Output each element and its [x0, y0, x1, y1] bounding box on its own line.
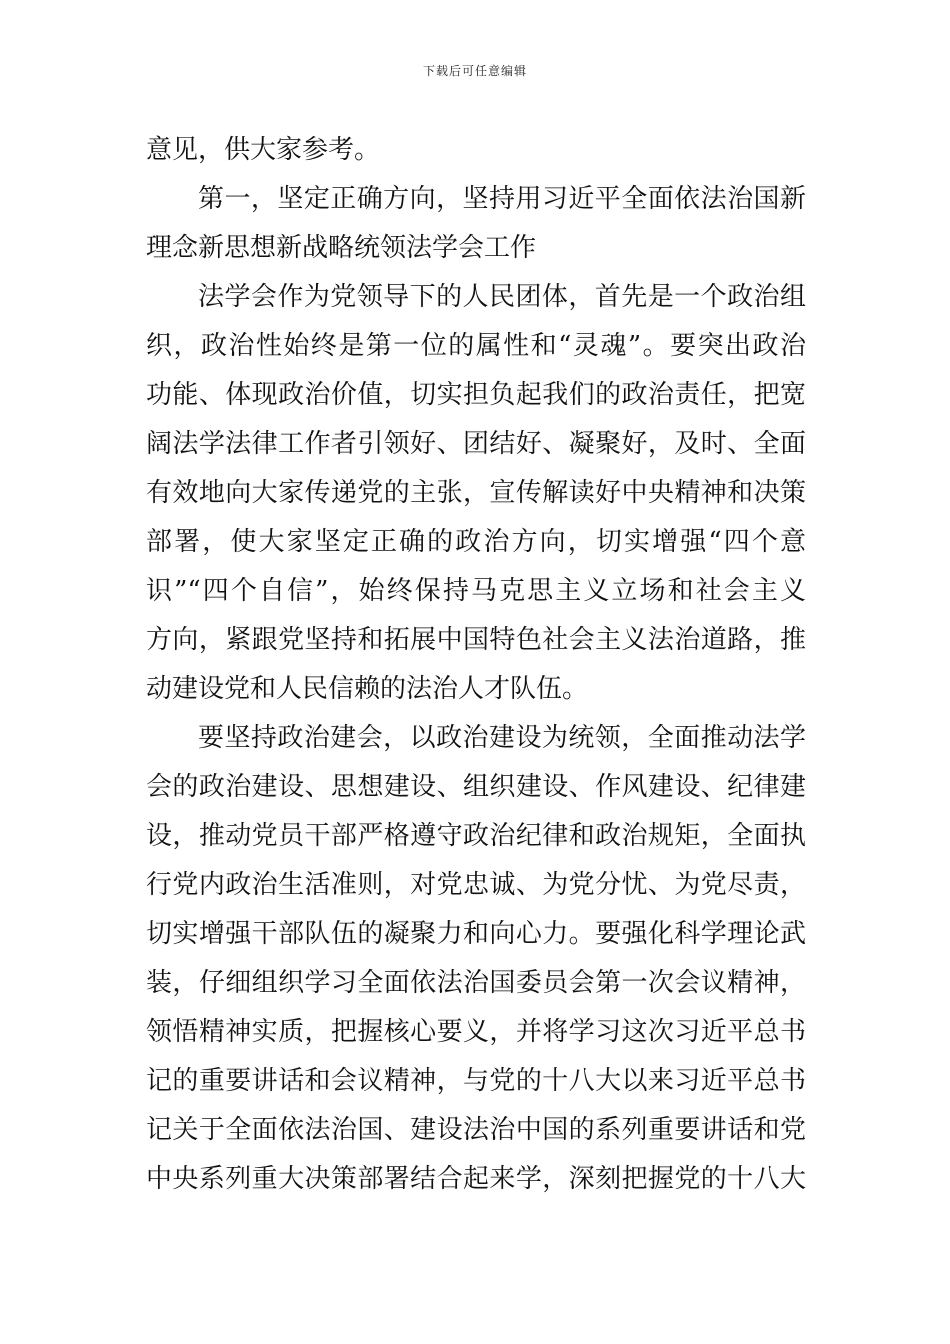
text-line: 记关于全面依法治国、建设法治中国的系列重要讲话和党 [146, 1115, 806, 1145]
text-line: 有效地向大家传递党的主张，宣传解读好中央精神和决策 [146, 478, 806, 508]
document-body [146, 126, 806, 1204]
text-line: 会的政治建设、思想建设、组织建设、作风建设、纪律建 [146, 772, 806, 802]
text-line: 方向，紧跟党坚持和拓展中国特色社会主义法治道路，推 [146, 625, 806, 655]
text-line: 部署，使大家坚定正确的政治方向，切实增强“四个意 [146, 527, 806, 557]
text-line: 装，仔细组织学习全面依法治国委员会第一次会议精神， [146, 968, 806, 998]
paragraph-first-line: 要坚持政治建会，以政治建设为统领，全面推动法学 [198, 723, 806, 753]
page-header-note: 下载后可任意编辑 [422, 64, 527, 78]
text-line: 中央系列重大决策部署结合起来学，深刻把握党的十八大 [146, 1164, 806, 1194]
text-line: 阔法学法律工作者引领好、团结好、凝聚好，及时、全面 [146, 429, 806, 459]
text-line: 切实增强干部队伍的凝聚力和向心力。要强化科学理论武 [146, 919, 806, 949]
text-line: 行党内政治生活准则，对党忠诚、为党分忧、为党尽责， [146, 870, 806, 900]
text-line: 功能、体现政治价值，切实担负起我们的政治责任，把宽 [146, 380, 806, 410]
paragraph-first-line: 法学会作为党领导下的人民团体，首先是一个政治组 [198, 282, 806, 312]
text-line: 领悟精神实质，把握核心要义，并将学习这次习近平总书 [146, 1017, 806, 1047]
text-line: 识”“四个自信”，始终保持马克思主义立场和社会主义 [146, 576, 806, 606]
paragraph-first-line: 第一，坚定正确方向，坚持用习近平全面依法治国新 [198, 184, 806, 214]
text-line: 记的重要讲话和会议精神，与党的十八大以来习近平总书 [146, 1066, 806, 1096]
text-line: 设，推动党员干部严格遵守政治纪律和政治规矩，全面执 [146, 821, 806, 851]
text-line: 理念新思想新战略统领法学会工作 [146, 233, 537, 263]
text-line: 织，政治性始终是第一位的属性和“灵魂”。要突出政治 [146, 331, 806, 361]
text-line: 意见，供大家参考。 [146, 135, 381, 165]
text-line: 动建设党和人民信赖的法治人才队伍。 [146, 674, 589, 704]
